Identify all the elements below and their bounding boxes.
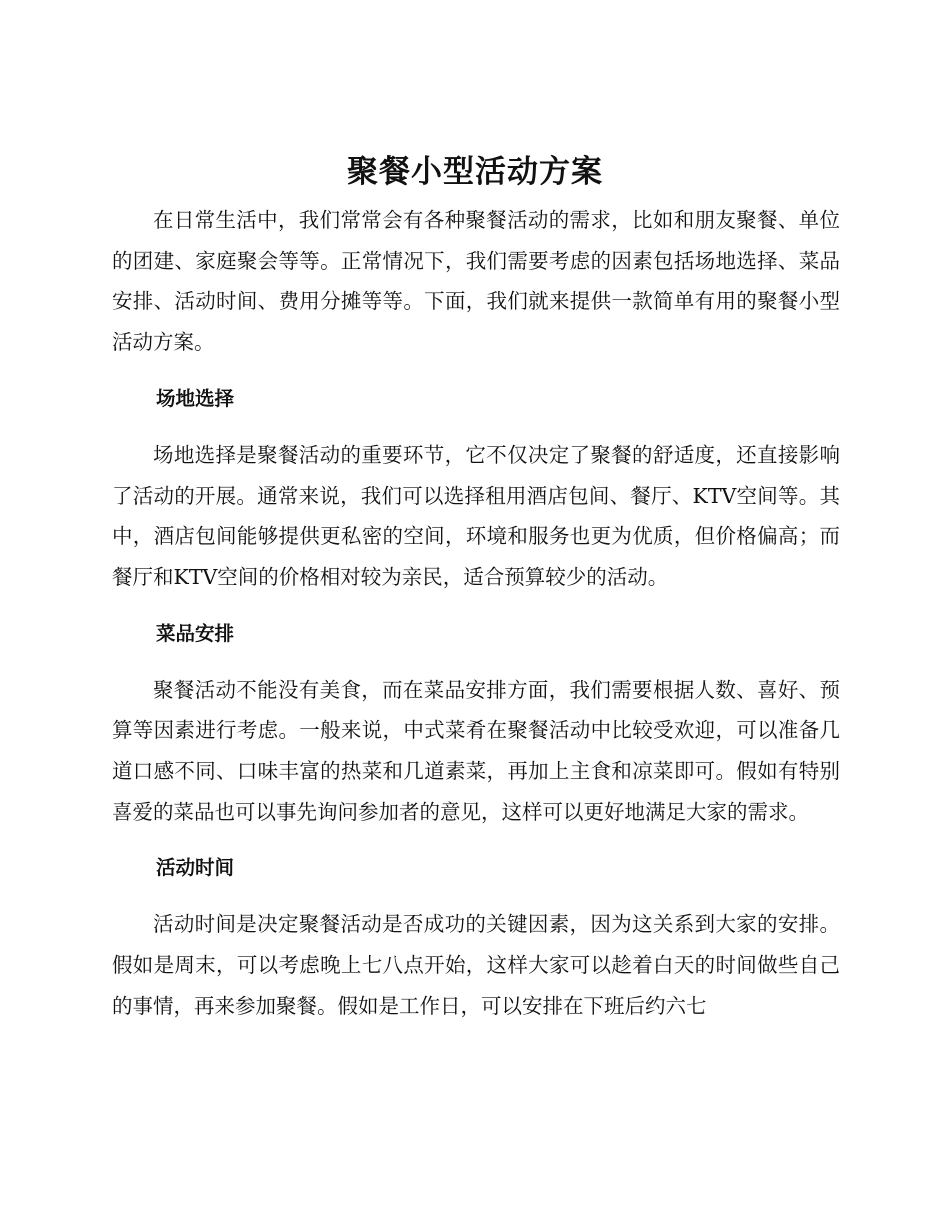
section-paragraph-time: 活动时间是决定聚餐活动是否成功的关键因素，因为这关系到大家的安排。假如是周末，可以考虑晚上七八点开始，这样大家可以趁着白天的时间做些自己的事情，再来参加聚餐。假如是工作日，可以安排在下班后约六七: [112, 912, 840, 1018]
section-paragraph-venue: 场地选择是聚餐活动的重要环节，它不仅决定了聚餐的舒适度，还直接影响了活动的开展。通常来说，我们可以选择租用酒店包间、餐厅、KTV空间等。其中，酒店包间能够提供更私密的空间，环境和服务也更为优质，但价格偏高；而餐厅和KTV空间的价格相对较为亲民，适合预算较少的活动。: [112, 442, 840, 589]
section-heading-time: 活动时间: [156, 856, 235, 880]
section-heading-venue: 场地选择: [156, 386, 235, 410]
intro-paragraph: 在日常生活中，我们常常会有各种聚餐活动的需求，比如和朋友聚餐、单位的团建、家庭聚会等等。正常情况下，我们需要考虑的因素包括场地选择、菜品安排、活动时间、费用分摊等等。下面，我们就来提供一款简单有用的聚餐小型活动方案。: [112, 208, 840, 355]
document-body: [112, 200, 840, 1027]
section-paragraph-dishes: 聚餐活动不能没有美食，而在菜品安排方面，我们需要根据人数、喜好、预算等因素进行考虑。一般来说，中式菜肴在聚餐活动中比较受欢迎，可以准备几道口感不同、口味丰富的热菜和几道素菜，再加上主食和凉菜即可。假如有特别喜爱的菜品也可以事先询问参加者的意见，这样可以更好地满足大家的需求。: [112, 677, 840, 824]
section-heading-dishes: 菜品安排: [156, 621, 235, 645]
document-title: 聚餐小型活动方案: [347, 154, 603, 190]
